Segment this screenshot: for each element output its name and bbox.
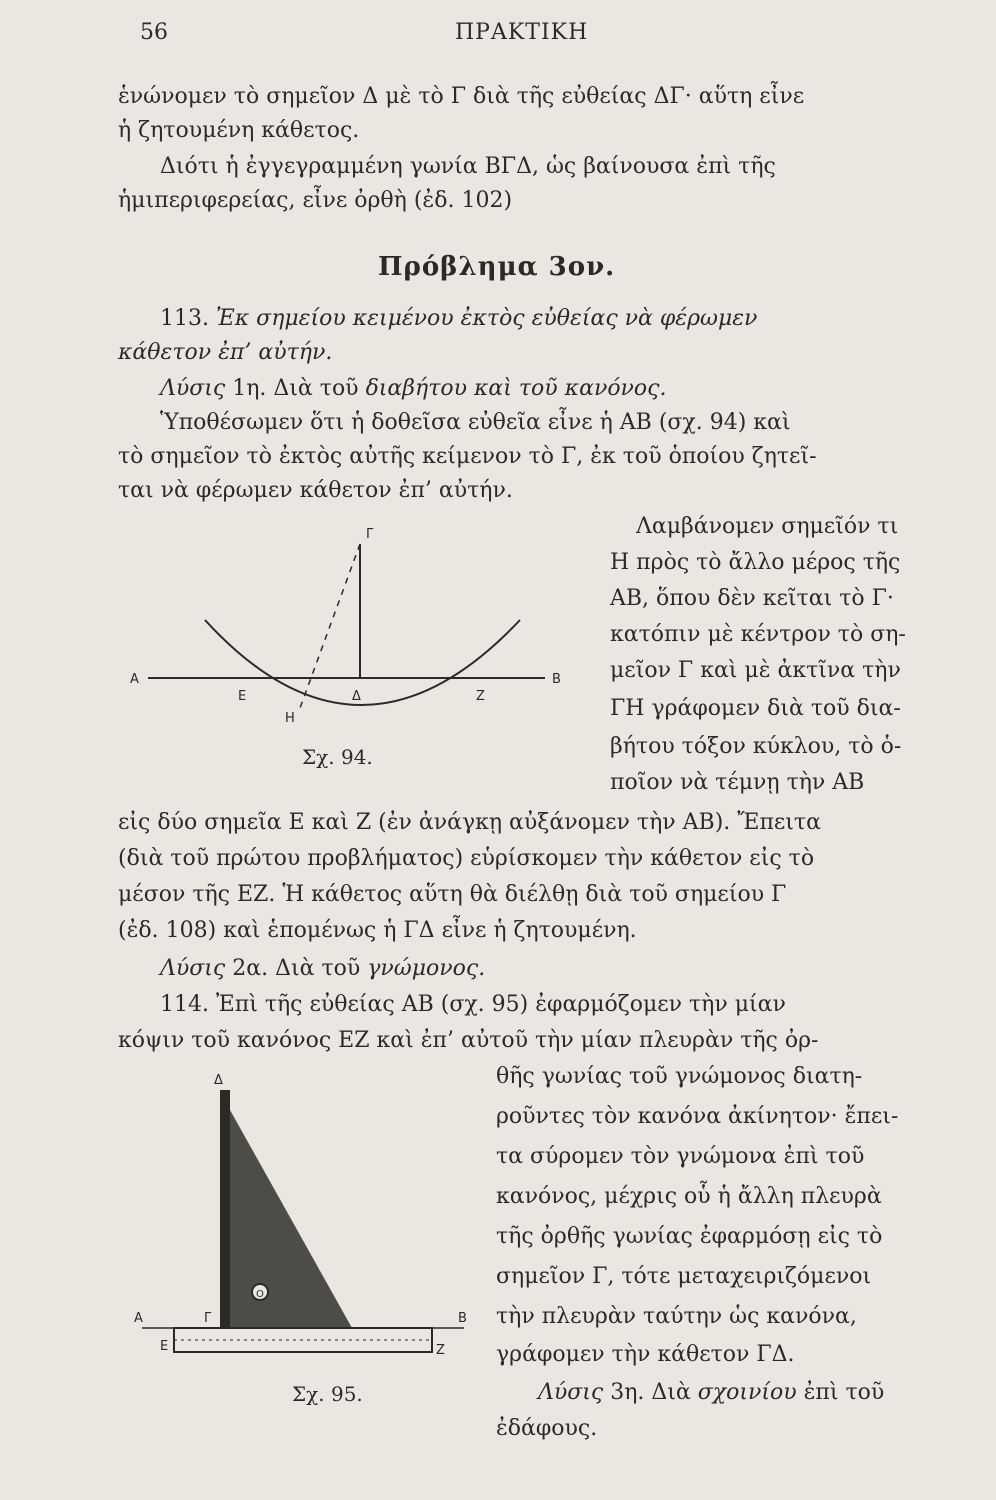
solution-number: 3η. [610, 1380, 645, 1405]
arc-circle [205, 620, 520, 705]
text-line: ποῖον νὰ τέμνῃ τὴν ΑΒ [610, 770, 865, 795]
label-z: Ζ [436, 1343, 445, 1358]
text-line: ΑΒ, ὅπου δὲν κεῖται τὸ Γ· [610, 586, 894, 611]
text-line: Λαμβάνομεν σημεῖόν τι [636, 514, 899, 539]
statement-text: Ἐκ σημείου κειμένου ἐκτὸς εὐθείας νὰ φέρωμεν [215, 306, 758, 331]
running-title: ΠΡΑΚΤΙΚΗ [455, 20, 589, 45]
figure-94 [120, 520, 590, 780]
solution-text: ἐπὶ τοῦ [803, 1380, 885, 1405]
solution-text: Διὰ [651, 1380, 691, 1405]
solution-method: σχοινίου [697, 1380, 797, 1405]
label-b: Β [552, 672, 561, 687]
label-g: Γ [366, 527, 374, 542]
solution-2-heading [160, 958, 485, 980]
solution-label: Λύσις [160, 956, 226, 981]
text-line: Η πρὸς τὸ ἄλλο μέρος τῆς [610, 550, 901, 575]
text-line: κανόνος, μέχρις οὗ ἡ ἄλλη πλευρὰ [496, 1184, 882, 1209]
label-g: Γ [204, 1311, 212, 1326]
text-line: τῆς ὀρθῆς γωνίας ἐφαρμόσῃ εἰς τὸ [496, 1224, 883, 1249]
text-line: (διὰ τοῦ πρώτου προβλήματος) εὑρίσκομεν τὴν κάθετον εἰς τὸ [118, 846, 815, 871]
solution-text: Διὰ τοῦ [273, 376, 359, 401]
problem-heading: Πρόβλημα 3ον. [378, 252, 616, 282]
problem-statement [160, 308, 757, 330]
figure-94-caption: Σχ. 94. [302, 745, 373, 769]
text-line: ἐδάφους. [496, 1416, 598, 1441]
text-line: σημεῖον Γ, τότε μεταχειριζόμενοι [496, 1264, 872, 1289]
solution-label: Λύσις [538, 1380, 604, 1405]
text-line: τὸ σημεῖον τὸ ἐκτὸς αὐτῆς κείμενον τὸ Γ, ἐκ τοῦ ὁποίου ζητεῖ- [118, 444, 817, 469]
solution-label: Λύσις [160, 376, 226, 401]
text-line: γράφομεν τὴν κάθετον ΓΔ. [496, 1342, 795, 1367]
solution-text: Διὰ τοῦ [275, 956, 361, 981]
label-a: Α [130, 672, 139, 687]
set-square [230, 1110, 352, 1328]
statement-text: κάθετον ἐπ’ αὐτήν. [118, 340, 333, 365]
figure-95 [130, 1070, 470, 1390]
label-d: Δ [214, 1073, 223, 1088]
solution-1-heading [160, 378, 667, 400]
solution-method: διαβήτου καὶ τοῦ κανόνος. [365, 376, 667, 401]
text-line: τα σύρομεν τὸν γνώμονα ἐπὶ τοῦ [496, 1144, 865, 1169]
text-line: κατόπιν μὲ κέντρον τὸ ση- [610, 622, 906, 647]
text-line: 114. Ἐπὶ τῆς εὐθείας ΑΒ (σχ. 95) ἐφαρμόζομεν τὴν μίαν [160, 992, 786, 1017]
text-line: Διότι ἡ ἐγγεγραμμένη γωνία ΒΓΔ, ὡς βαίνουσα ἐπὶ τῆς [160, 154, 776, 179]
text-line: μεῖον Γ καὶ μὲ ἀκτῖνα τὴν [610, 658, 901, 683]
text-line: βήτου τόξον κύκλου, τὸ ὁ- [610, 734, 902, 759]
solution-method: γνώμονος. [367, 956, 486, 981]
solution-number: 2α. [232, 956, 269, 981]
text-line: ται νὰ φέρωμεν κάθετον ἐπ’ αὐτήν. [118, 478, 513, 503]
text-line: εἰς δύο σημεῖα Ε καὶ Ζ (ἐν ἀνάγκῃ αὐξάνομεν τὴν ΑΒ). Ἔπειτα [118, 810, 821, 835]
label-e: Ε [238, 689, 247, 704]
text-line: κόψιν τοῦ κανόνος ΕΖ καὶ ἐπ’ αὐτοῦ τὴν μίαν πλευρὰν τῆς ὀρ- [118, 1028, 819, 1053]
text-line: ἡμιπεριφερείας, εἶνε ὀρθὴ (ἐδ. 102) [118, 188, 513, 213]
label-e: Ε [160, 1339, 169, 1354]
paragraph-number: 113. [160, 306, 209, 331]
text-line: θῆς γωνίας τοῦ γνώμονος διατη- [496, 1064, 863, 1089]
label-b: Β [458, 1311, 467, 1326]
solution-number: 1η. [232, 376, 267, 401]
figure-95-caption: Σχ. 95. [292, 1382, 363, 1406]
label-a: Α [134, 1311, 143, 1326]
text-line: ἡ ζητουμένη κάθετος. [118, 118, 360, 143]
label-h: Η [285, 711, 295, 726]
text-line: τὴν πλευρὰν ταύτην ὡς κανόνα, [496, 1304, 857, 1329]
text-line: Ὑποθέσωμεν ὅτι ἡ δοθεῖσα εὐθεῖα εἶνε ἡ ΑΒ (σχ. 94) καὶ [160, 410, 791, 435]
dashed-radius-gh [300, 544, 360, 708]
text-line: ἑνώνομεν τὸ σημεῖον Δ μὲ τὸ Γ διὰ τῆς εὐθείας ΔΓ· αὕτη εἶνε [118, 84, 805, 109]
problem-statement-cont [118, 342, 332, 364]
label-o: Ο [256, 1289, 264, 1300]
set-square-edge [220, 1090, 230, 1328]
text-line: ροῦντες τὸν κανόνα ἀκίνητον· ἔπει- [496, 1104, 899, 1129]
label-d: Δ [352, 689, 361, 704]
text-line: (ἐδ. 108) καὶ ἑπομένως ἡ ΓΔ εἶνε ἡ ζητουμένη. [118, 918, 637, 943]
page-number: 56 [140, 20, 168, 45]
label-z: Ζ [476, 689, 485, 704]
text-line: ΓΗ γράφομεν διὰ τοῦ δια- [610, 696, 901, 721]
text-line: μέσον τῆς ΕΖ. Ἡ κάθετος αὕτη θὰ διέλθῃ διὰ τοῦ σημείου Γ [118, 882, 787, 907]
solution-3-heading [538, 1382, 884, 1404]
